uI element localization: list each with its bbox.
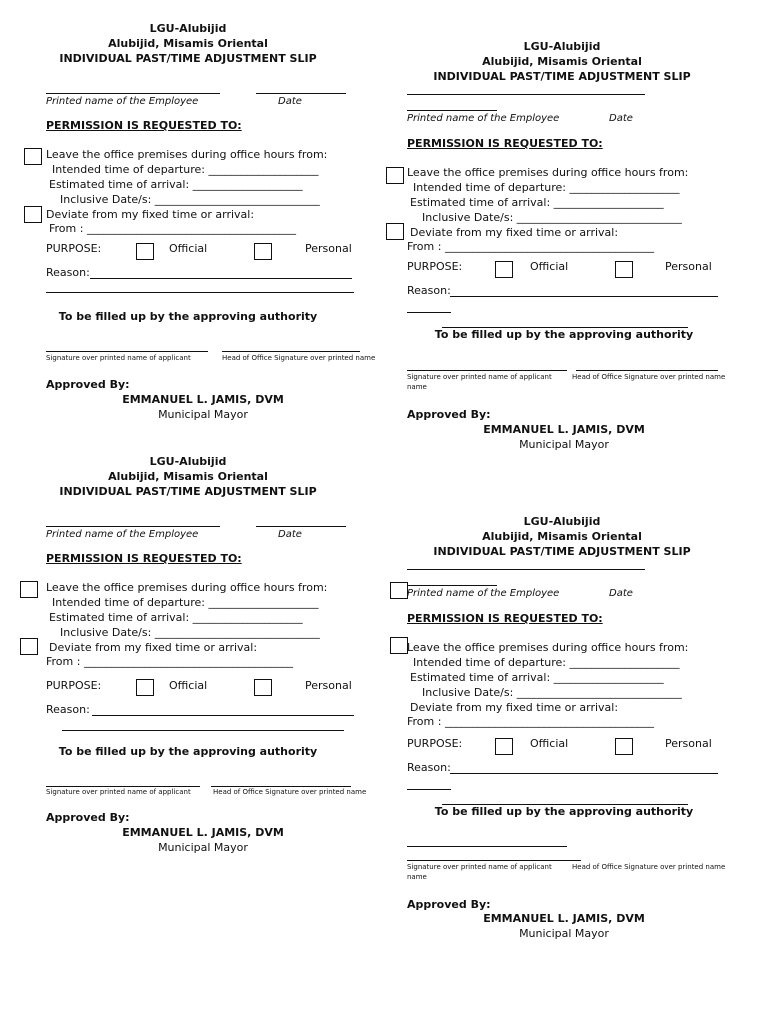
org-name: LGU-Alubijid (149, 22, 227, 35)
name-checkbox[interactable] (390, 582, 408, 599)
org-name: LGU-Alubijid (523, 40, 601, 53)
date-label: Date (609, 113, 633, 124)
official-label: Official (169, 242, 208, 255)
leave-office-text: Leave the office premises during office hours from: (407, 641, 689, 654)
head-signature-label: Head of Office Signature over printed name (572, 373, 726, 381)
approved-by-label: Approved By: (407, 408, 491, 421)
leave-office-text: Leave the office premises during office hours from: (407, 166, 689, 179)
reason-line[interactable] (90, 278, 352, 279)
mayor-title: Municipal Mayor (158, 408, 248, 421)
applicant-signature-label: Signature over printed name of applicant (46, 354, 191, 362)
applicant-signature-line[interactable] (407, 846, 567, 847)
permission-heading: PERMISSION IS REQUESTED TO: (407, 137, 603, 150)
approved-by-label: Approved By: (46, 811, 130, 824)
deviate-checkbox[interactable] (386, 223, 404, 240)
org-location: Alubijid, Misamis Oriental (108, 470, 268, 483)
leave-office-text: Leave the office premises during office hours from: (46, 148, 328, 161)
org-location: Alubijid, Misamis Oriental (108, 37, 268, 50)
from-field: From : ______________________________________ (407, 240, 654, 253)
reason-label: Reason: (407, 761, 451, 774)
approved-by-label: Approved By: (46, 378, 130, 391)
personal-checkbox[interactable] (615, 261, 633, 278)
date-line[interactable] (256, 93, 346, 94)
slip-title: INDIVIDUAL PAST/TIME ADJUSTMENT SLIP (433, 545, 691, 558)
slip-title: INDIVIDUAL PAST/TIME ADJUSTMENT SLIP (59, 485, 317, 498)
date-label: Date (278, 529, 302, 540)
inclusive-dates: Inclusive Date/s: ______________________________ (422, 686, 682, 699)
applicant-signature-label: Signature over printed name of applicant (46, 788, 191, 796)
official-checkbox[interactable] (495, 261, 513, 278)
printed-name-label: Printed name of the Employee (46, 529, 199, 540)
employee-name-line[interactable] (46, 526, 220, 527)
org-location: Alubijid, Misamis Oriental (482, 55, 642, 68)
reason-line[interactable] (450, 296, 718, 297)
reason-label: Reason: (46, 703, 90, 716)
official-label: Official (530, 260, 569, 273)
date-line[interactable] (256, 526, 346, 527)
employee-name-line[interactable] (46, 93, 220, 94)
official-label: Official (169, 679, 208, 692)
purpose-label: PURPOSE: (46, 242, 102, 255)
estimated-arrival: Estimated time of arrival: ____________________ (49, 611, 303, 624)
leave-office-checkbox[interactable] (390, 637, 408, 654)
reason-label: Reason: (46, 266, 90, 279)
head-signature-label: Head of Office Signature over printed name (572, 863, 726, 871)
reason-line[interactable] (92, 715, 354, 716)
mayor-title: Municipal Mayor (519, 438, 609, 451)
estimated-arrival: Estimated time of arrival: ____________________ (410, 671, 664, 684)
intended-departure: Intended time of departure: ____________________ (413, 181, 680, 194)
estimated-arrival: Estimated time of arrival: ____________________ (49, 178, 303, 191)
personal-checkbox[interactable] (254, 679, 272, 696)
approved-by-label: Approved By: (407, 898, 491, 911)
head-signature-line[interactable] (222, 351, 360, 352)
deviate-text: Deviate from my fixed time or arrival: (410, 701, 619, 714)
applicant-signature-line[interactable] (46, 351, 208, 352)
from-field: From : ______________________________________ (46, 655, 293, 668)
slip-top-left (18, 20, 376, 440)
mayor-name: EMMANUEL L. JAMIS, DVM (483, 912, 645, 925)
mayor-title: Municipal Mayor (158, 841, 248, 854)
mayor-title: Municipal Mayor (519, 927, 609, 940)
permission-heading: PERMISSION IS REQUESTED TO: (46, 119, 242, 132)
official-label: Official (530, 737, 569, 750)
official-checkbox[interactable] (136, 679, 154, 696)
employee-name-line[interactable] (407, 569, 645, 570)
applicant-signature-line[interactable] (46, 786, 200, 787)
applicant-signature-label: Signature over printed name of applicant (407, 373, 552, 381)
intended-departure: Intended time of departure: ____________________ (52, 163, 319, 176)
applicant-signature-label-cont: name (407, 383, 427, 391)
purpose-label: PURPOSE: (407, 260, 463, 273)
approving-authority-heading: To be filled up by the approving authority (58, 310, 318, 323)
permission-heading: PERMISSION IS REQUESTED TO: (46, 552, 242, 565)
date-line[interactable] (407, 585, 497, 586)
purpose-label: PURPOSE: (46, 679, 102, 692)
approving-authority-heading: To be filled up by the approving authority (58, 745, 318, 758)
intended-departure: Intended time of departure: ____________________ (413, 656, 680, 669)
personal-label: Personal (305, 242, 352, 255)
date-line[interactable] (407, 110, 497, 111)
deviate-checkbox[interactable] (24, 206, 42, 223)
personal-label: Personal (305, 679, 352, 692)
date-label: Date (609, 588, 633, 599)
head-signature-line[interactable] (576, 370, 718, 371)
printed-name-label: Printed name of the Employee (46, 96, 199, 107)
personal-label: Personal (665, 260, 712, 273)
permission-heading: PERMISSION IS REQUESTED TO: (407, 612, 603, 625)
from-field: From : ______________________________________ (407, 715, 654, 728)
reason-line[interactable] (450, 773, 718, 774)
slip-title: INDIVIDUAL PAST/TIME ADJUSTMENT SLIP (59, 52, 317, 65)
org-location: Alubijid, Misamis Oriental (482, 530, 642, 543)
org-name: LGU-Alubijid (523, 515, 601, 528)
printed-name-label: Printed name of the Employee (407, 588, 560, 599)
leave-office-checkbox[interactable] (24, 148, 42, 165)
from-field: From : ______________________________________ (49, 222, 296, 235)
mayor-name: EMMANUEL L. JAMIS, DVM (122, 826, 284, 839)
leave-office-checkbox[interactable] (20, 581, 38, 598)
slip-bottom-right (384, 515, 740, 940)
reason-label: Reason: (407, 284, 451, 297)
inclusive-dates: Inclusive Date/s: ______________________________ (60, 626, 320, 639)
personal-checkbox[interactable] (254, 243, 272, 260)
head-signature-line[interactable] (211, 786, 351, 787)
inclusive-dates: Inclusive Date/s: ______________________________ (60, 193, 320, 206)
inclusive-dates: Inclusive Date/s: ______________________________ (422, 211, 682, 224)
slip-bottom-left (18, 453, 367, 873)
date-label: Date (278, 96, 302, 107)
org-name: LGU-Alubijid (149, 455, 227, 468)
reason-line-2[interactable] (407, 789, 451, 790)
leave-office-checkbox[interactable] (386, 167, 404, 184)
personal-checkbox[interactable] (615, 738, 633, 755)
deviate-checkbox[interactable] (20, 638, 38, 655)
official-checkbox[interactable] (495, 738, 513, 755)
deviate-text: Deviate from my fixed time or arrival: (46, 208, 255, 221)
deviate-text: Deviate from my fixed time or arrival: (410, 226, 619, 239)
deviate-text: Deviate from my fixed time or arrival: (49, 641, 258, 654)
applicant-signature-label: Signature over printed name of applicant (407, 863, 552, 871)
approving-authority-heading: To be filled up by the approving authority (434, 328, 694, 341)
applicant-signature-line[interactable] (407, 370, 567, 371)
purpose-label: PURPOSE: (407, 737, 463, 750)
employee-name-line[interactable] (407, 94, 645, 95)
head-signature-label: Head of Office Signature over printed name (213, 788, 367, 796)
leave-office-text: Leave the office premises during office hours from: (46, 581, 328, 594)
slip-title: INDIVIDUAL PAST/TIME ADJUSTMENT SLIP (433, 70, 691, 83)
head-signature-label: Head of Office Signature over printed name (222, 354, 376, 362)
mayor-name: EMMANUEL L. JAMIS, DVM (483, 423, 645, 436)
reason-line-2[interactable] (46, 292, 354, 293)
approving-authority-heading: To be filled up by the approving authority (434, 805, 694, 818)
personal-label: Personal (665, 737, 712, 750)
estimated-arrival: Estimated time of arrival: ____________________ (410, 196, 664, 209)
head-signature-line[interactable] (407, 860, 581, 861)
intended-departure: Intended time of departure: ____________________ (52, 596, 319, 609)
mayor-name: EMMANUEL L. JAMIS, DVM (122, 393, 284, 406)
reason-line-2[interactable] (62, 730, 344, 731)
reason-line-2[interactable] (407, 312, 451, 313)
official-checkbox[interactable] (136, 243, 154, 260)
printed-name-label: Printed name of the Employee (407, 113, 560, 124)
slip-top-right (384, 40, 740, 460)
applicant-signature-label-cont: name (407, 873, 427, 881)
